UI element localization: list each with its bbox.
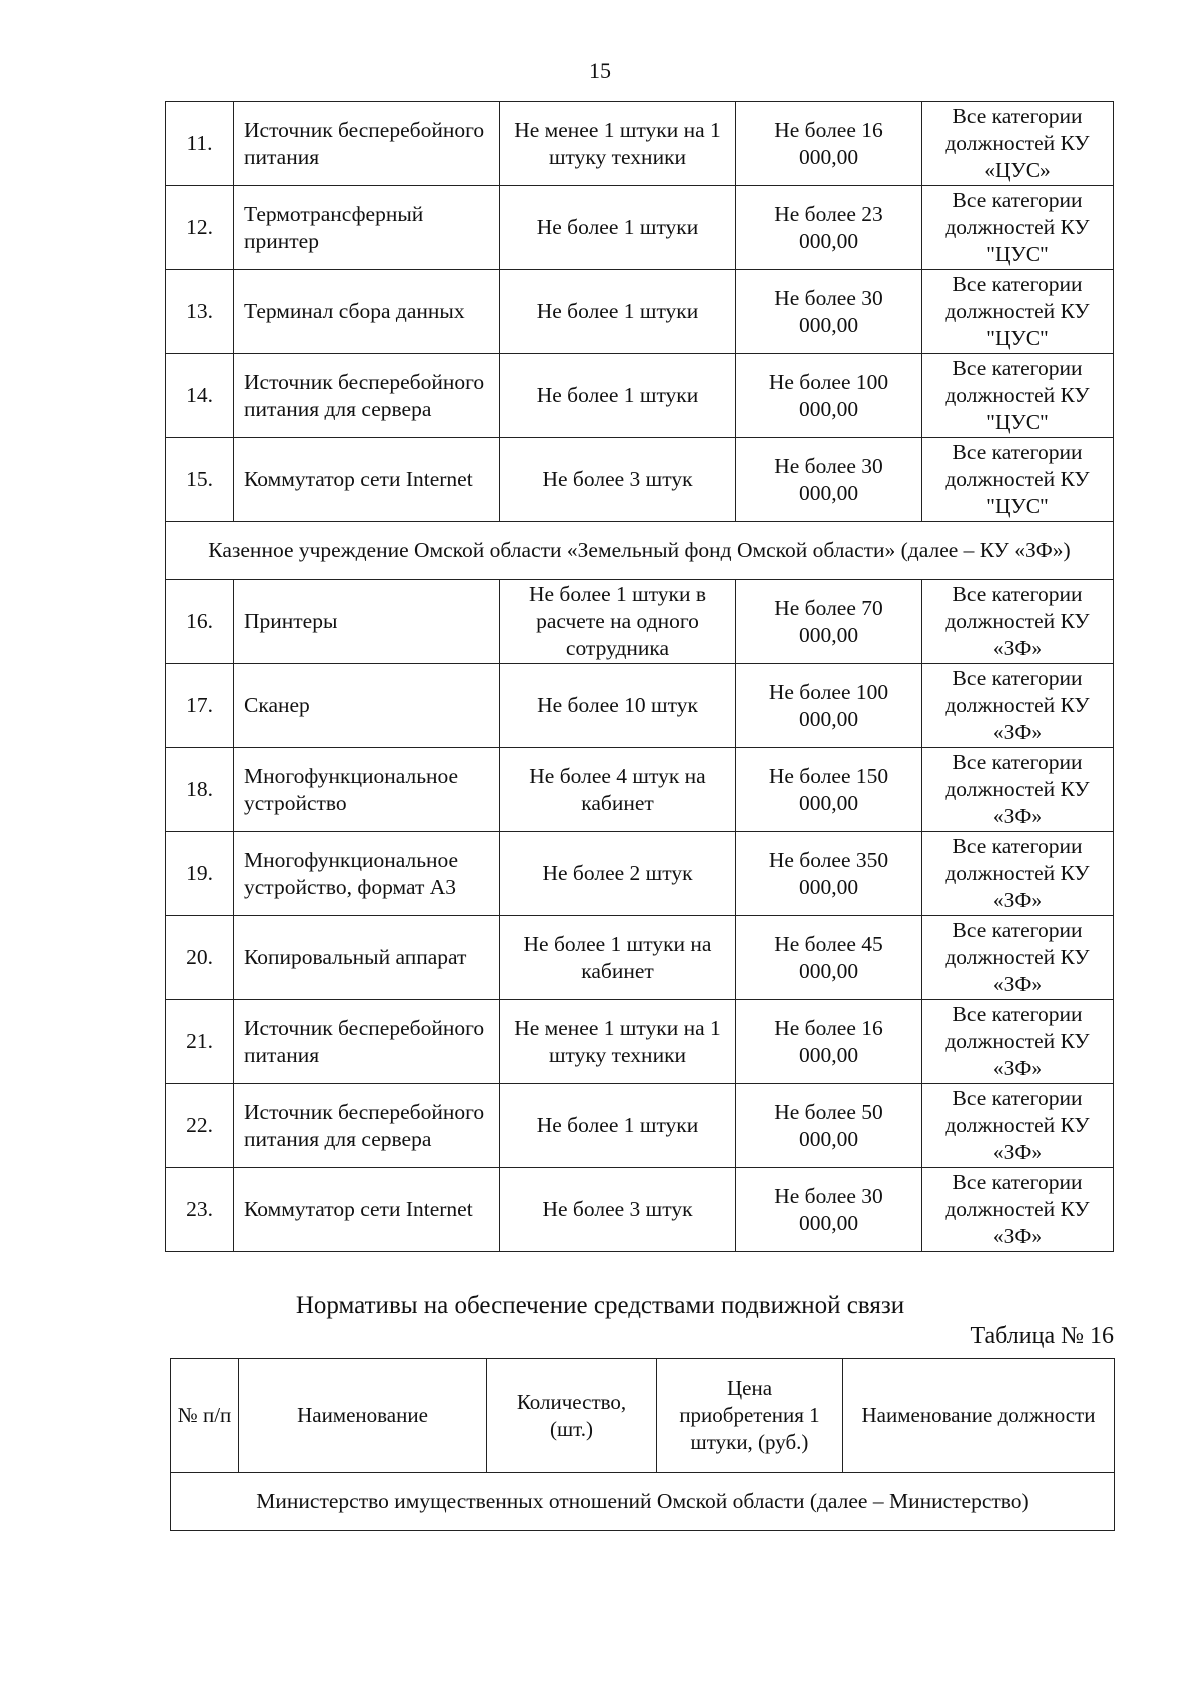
item-position: Все категории должностей КУ «ЗФ» bbox=[922, 580, 1114, 664]
section-row bbox=[166, 522, 1114, 580]
item-position: Все категории должностей КУ "ЦУС" bbox=[922, 270, 1114, 354]
table-row bbox=[166, 1168, 1114, 1252]
item-quantity: Не менее 1 штуки на 1 штуку техники bbox=[500, 1000, 736, 1084]
item-quantity: Не более 1 штуки bbox=[500, 354, 736, 438]
item-name: Терминал сбора данных bbox=[234, 270, 500, 354]
item-quantity: Не более 3 штук bbox=[500, 438, 736, 522]
item-position: Все категории должностей КУ «ЗФ» bbox=[922, 916, 1114, 1000]
header-name: Наименование bbox=[239, 1359, 487, 1473]
item-name: Принтеры bbox=[234, 580, 500, 664]
table-row bbox=[166, 102, 1114, 186]
item-name: Коммутатор сети Internet bbox=[234, 438, 500, 522]
table-row bbox=[166, 270, 1114, 354]
item-position: Все категории должностей КУ «ЗФ» bbox=[922, 1000, 1114, 1084]
table-row bbox=[166, 186, 1114, 270]
item-price: Не более 150 000,00 bbox=[736, 748, 922, 832]
row-number: 17. bbox=[166, 664, 234, 748]
item-position: Все категории должностей КУ "ЦУС" bbox=[922, 186, 1114, 270]
item-name: Источник бесперебойного питания для сервера bbox=[234, 354, 500, 438]
item-quantity: Не более 1 штуки bbox=[500, 270, 736, 354]
item-price: Не более 30 000,00 bbox=[736, 270, 922, 354]
item-name: Копировальный аппарат bbox=[234, 916, 500, 1000]
table-row bbox=[166, 748, 1114, 832]
item-name: Сканер bbox=[234, 664, 500, 748]
row-number: 23. bbox=[166, 1168, 234, 1252]
table-header-row bbox=[171, 1359, 1115, 1473]
item-position: Все категории должностей КУ «ЦУС» bbox=[922, 102, 1114, 186]
item-quantity: Не более 1 штуки на кабинет bbox=[500, 916, 736, 1000]
item-price: Не более 100 000,00 bbox=[736, 664, 922, 748]
table-row bbox=[166, 1000, 1114, 1084]
item-name: Источник бесперебойного питания bbox=[234, 102, 500, 186]
equipment-norms-table bbox=[165, 101, 1114, 1252]
table-row bbox=[166, 1084, 1114, 1168]
item-position: Все категории должностей КУ "ЦУС" bbox=[922, 438, 1114, 522]
item-quantity: Не более 3 штук bbox=[500, 1168, 736, 1252]
row-number: 18. bbox=[166, 748, 234, 832]
table-row bbox=[166, 832, 1114, 916]
item-quantity: Не менее 1 штуки на 1 штуку техники bbox=[500, 102, 736, 186]
item-position: Все категории должностей КУ «ЗФ» bbox=[922, 1084, 1114, 1168]
header-price: Цена приобретения 1 штуки, (руб.) bbox=[657, 1359, 843, 1473]
item-price: Не более 16 000,00 bbox=[736, 1000, 922, 1084]
row-number: 14. bbox=[166, 354, 234, 438]
row-number: 15. bbox=[166, 438, 234, 522]
item-name: Источник бесперебойного питания bbox=[234, 1000, 500, 1084]
item-price: Не более 45 000,00 bbox=[736, 916, 922, 1000]
header-position: Наименование должности bbox=[843, 1359, 1115, 1473]
section-row bbox=[171, 1473, 1115, 1531]
item-price: Не более 50 000,00 bbox=[736, 1084, 922, 1168]
item-price: Не более 16 000,00 bbox=[736, 102, 922, 186]
item-position: Все категории должностей КУ «ЗФ» bbox=[922, 1168, 1114, 1252]
item-quantity: Не более 4 штук на кабинет bbox=[500, 748, 736, 832]
item-name: Многофункциональное устройство bbox=[234, 748, 500, 832]
item-position: Все категории должностей КУ «ЗФ» bbox=[922, 832, 1114, 916]
item-price: Не более 23 000,00 bbox=[736, 186, 922, 270]
row-number: 13. bbox=[166, 270, 234, 354]
row-number: 21. bbox=[166, 1000, 234, 1084]
table-row bbox=[166, 580, 1114, 664]
item-position: Все категории должностей КУ "ЦУС" bbox=[922, 354, 1114, 438]
item-name: Источник бесперебойного питания для сервера bbox=[234, 1084, 500, 1168]
section-title: Казенное учреждение Омской области «Земельный фонд Омской области» (далее – КУ «ЗФ») bbox=[166, 522, 1114, 580]
item-price: Не более 100 000,00 bbox=[736, 354, 922, 438]
item-position: Все категории должностей КУ «ЗФ» bbox=[922, 748, 1114, 832]
row-number: 11. bbox=[166, 102, 234, 186]
item-quantity: Не более 1 штуки в расчете на одного сотрудника bbox=[500, 580, 736, 664]
page-number: 15 bbox=[589, 58, 611, 83]
row-number: 12. bbox=[166, 186, 234, 270]
item-price: Не более 30 000,00 bbox=[736, 438, 922, 522]
item-price: Не более 70 000,00 bbox=[736, 580, 922, 664]
section-title: Министерство имущественных отношений Омской области (далее – Министерство) bbox=[171, 1473, 1115, 1531]
table-row bbox=[166, 664, 1114, 748]
item-quantity: Не более 2 штук bbox=[500, 832, 736, 916]
mobile-norms-heading: Нормативы на обеспечение средствами подвижной связи bbox=[295, 1292, 905, 1319]
item-quantity: Не более 10 штук bbox=[500, 664, 736, 748]
item-name: Многофункциональное устройство, формат А3 bbox=[234, 832, 500, 916]
row-number: 16. bbox=[166, 580, 234, 664]
header-quantity: Количество, (шт.) bbox=[487, 1359, 657, 1473]
item-price: Не более 30 000,00 bbox=[736, 1168, 922, 1252]
item-quantity: Не более 1 штуки bbox=[500, 1084, 736, 1168]
row-number: 20. bbox=[166, 916, 234, 1000]
item-quantity: Не более 1 штуки bbox=[500, 186, 736, 270]
item-position: Все категории должностей КУ «ЗФ» bbox=[922, 664, 1114, 748]
mobile-norms-table bbox=[170, 1358, 1115, 1531]
table-row bbox=[166, 916, 1114, 1000]
header-num: № п/п bbox=[171, 1359, 239, 1473]
item-name: Коммутатор сети Internet bbox=[234, 1168, 500, 1252]
item-price: Не более 350 000,00 bbox=[736, 832, 922, 916]
row-number: 19. bbox=[166, 832, 234, 916]
table-caption: Таблица № 16 bbox=[970, 1323, 1114, 1349]
table-row bbox=[166, 438, 1114, 522]
item-name: Термотрансферный принтер bbox=[234, 186, 500, 270]
row-number: 22. bbox=[166, 1084, 234, 1168]
table-row bbox=[166, 354, 1114, 438]
